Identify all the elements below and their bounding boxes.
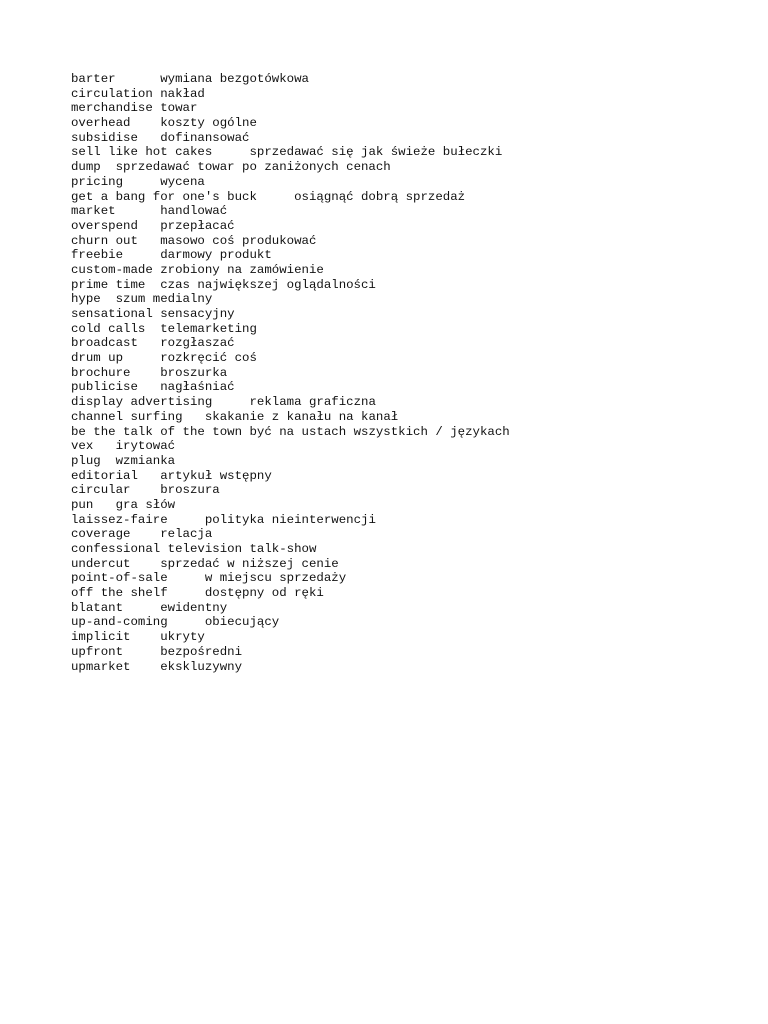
entry-separator xyxy=(168,586,205,600)
entry-separator xyxy=(101,292,116,306)
entry-translation: gra słów xyxy=(115,497,176,512)
entry-translation: telemarketing xyxy=(160,321,257,336)
list-item xyxy=(71,527,510,542)
entry-translation: relacja xyxy=(160,527,213,542)
entry-translation: wymiana bezgotówkowa xyxy=(160,72,309,86)
entry-term: freebie xyxy=(71,248,124,263)
entry-term: be the talk of the town xyxy=(71,424,243,439)
list-item xyxy=(71,513,510,528)
vocabulary-list xyxy=(71,72,510,674)
list-item xyxy=(71,278,510,293)
entry-separator xyxy=(123,351,160,365)
entry-translation: sprzedawać się jak świeże bułeczki xyxy=(249,145,503,160)
entry-separator xyxy=(131,557,161,571)
entry-term: cold calls xyxy=(71,321,146,336)
list-item xyxy=(71,131,510,146)
list-item xyxy=(71,425,510,440)
entry-separator xyxy=(212,145,249,159)
entry-separator xyxy=(168,571,205,585)
entry-separator xyxy=(145,322,160,336)
list-item xyxy=(71,586,510,601)
entry-separator xyxy=(116,72,161,86)
entry-translation: rozgłaszać xyxy=(160,336,235,351)
entry-translation: broszura xyxy=(160,483,220,498)
entry-term: get a bang for one's buck xyxy=(71,189,257,204)
entry-term: blatant xyxy=(71,600,124,615)
list-item xyxy=(71,145,510,160)
entry-translation: ekskluzywny xyxy=(160,659,243,674)
list-item xyxy=(71,483,510,498)
list-item xyxy=(71,630,510,645)
list-item xyxy=(71,380,510,395)
entry-separator xyxy=(212,395,249,409)
entry-term: off the shelf xyxy=(71,586,168,601)
entry-translation: polityka nieinterwencji xyxy=(204,512,376,527)
entry-term: upfront xyxy=(71,644,124,659)
entry-translation: skakanie z kanału na kanał xyxy=(204,409,399,424)
list-item xyxy=(71,322,510,337)
entry-term: upmarket xyxy=(71,659,131,674)
list-item xyxy=(71,336,510,351)
entry-separator xyxy=(138,336,160,350)
entry-separator xyxy=(101,160,116,174)
list-item xyxy=(71,87,510,102)
entry-term: subsidise xyxy=(71,130,138,145)
entry-translation: dofinansować xyxy=(160,130,250,145)
entry-separator xyxy=(138,131,160,145)
list-item xyxy=(71,498,510,513)
list-item xyxy=(71,571,510,586)
entry-separator xyxy=(93,498,115,512)
list-item xyxy=(71,116,510,131)
entry-term: prime time xyxy=(71,277,146,292)
entry-separator xyxy=(131,660,161,674)
entry-translation: artykuł wstępny xyxy=(160,468,272,483)
list-item xyxy=(71,557,510,572)
list-item xyxy=(71,190,510,205)
entry-term: undercut xyxy=(71,556,131,571)
list-item xyxy=(71,351,510,366)
list-item xyxy=(71,101,510,116)
list-item xyxy=(71,410,510,425)
entry-translation: szum medialny xyxy=(115,292,213,307)
list-item xyxy=(71,307,510,322)
list-item xyxy=(71,645,510,660)
entry-term: confessional television xyxy=(71,542,243,556)
entry-translation: bezpośredni xyxy=(160,644,243,659)
entry-separator xyxy=(123,175,160,189)
list-item xyxy=(71,601,510,616)
list-item xyxy=(71,204,510,219)
entry-translation: ukryty xyxy=(160,630,205,645)
entry-separator xyxy=(131,483,161,497)
entry-translation: talk-show xyxy=(249,542,317,556)
entry-term: drum up xyxy=(71,351,124,366)
list-item xyxy=(71,72,510,87)
entry-term: publicise xyxy=(71,380,138,395)
entry-term: implicit xyxy=(71,630,131,645)
list-item xyxy=(71,234,510,249)
entry-separator xyxy=(138,380,160,394)
entry-term: plug xyxy=(71,453,101,468)
entry-term: circulation xyxy=(71,86,153,101)
entry-translation: sprzedawać towar po zaniżonych cenach xyxy=(115,160,391,175)
list-item xyxy=(71,395,510,410)
entry-term: sell like hot cakes xyxy=(71,145,213,160)
entry-separator xyxy=(101,454,116,468)
entry-translation: irytować xyxy=(115,439,176,454)
entry-translation: nagłaśniać xyxy=(160,380,235,395)
entry-translation: nakład xyxy=(160,86,205,101)
entry-separator xyxy=(93,439,115,453)
list-item xyxy=(71,660,510,675)
list-item xyxy=(71,263,510,278)
entry-term: overspend xyxy=(71,218,138,233)
entry-translation: ewidentny xyxy=(160,600,228,615)
entry-term: editorial xyxy=(71,468,138,483)
entry-separator xyxy=(145,278,160,292)
entry-term: hype xyxy=(71,292,101,307)
entry-translation: handlować xyxy=(160,204,228,219)
entry-separator xyxy=(138,469,160,483)
entry-separator xyxy=(123,601,160,615)
entry-term: point-of-sale xyxy=(71,571,168,586)
entry-separator xyxy=(131,366,161,380)
entry-term: custom-made xyxy=(71,262,153,277)
entry-term: merchandise xyxy=(71,101,153,116)
entry-translation: osiągnąć dobrą sprzedaż xyxy=(294,189,466,204)
entry-term: barter xyxy=(71,72,116,86)
list-item xyxy=(71,175,510,190)
list-item xyxy=(71,366,510,381)
entry-separator xyxy=(116,204,161,218)
entry-separator xyxy=(123,645,160,659)
entry-term: vex xyxy=(71,439,94,454)
entry-translation: masowo coś produkować xyxy=(160,233,317,248)
entry-translation: zrobiony na zamówienie xyxy=(160,262,324,277)
entry-translation: dostępny od ręki xyxy=(204,586,324,601)
entry-translation: wycena xyxy=(160,174,205,189)
entry-term: churn out xyxy=(71,233,138,248)
entry-translation: czas największej oglądalności xyxy=(160,277,376,292)
entry-separator xyxy=(131,630,161,644)
entry-term: circular xyxy=(71,483,131,498)
list-item xyxy=(71,615,510,630)
list-item xyxy=(71,219,510,234)
entry-translation: sensacyjny xyxy=(160,307,235,321)
entry-separator xyxy=(257,190,294,204)
entry-term: display advertising xyxy=(71,395,213,410)
entry-translation: być na ustach wszystkich / językach xyxy=(249,424,510,439)
entry-separator xyxy=(138,219,160,233)
entry-translation: przepłacać xyxy=(160,218,235,233)
entry-translation: darmowy produkt xyxy=(160,248,272,263)
entry-separator xyxy=(183,410,205,424)
entry-term: market xyxy=(71,204,116,219)
entry-term: sensational xyxy=(71,307,153,321)
entry-translation: broszurka xyxy=(160,365,228,380)
entry-term: laissez-faire xyxy=(71,512,168,527)
entry-translation: reklama graficzna xyxy=(249,395,376,410)
list-item xyxy=(71,542,510,557)
entry-translation: sprzedać w niższej cenie xyxy=(160,556,339,571)
entry-term: overhead xyxy=(71,116,131,131)
entry-translation: obiecujący xyxy=(204,615,280,630)
list-item xyxy=(71,248,510,263)
entry-term: broadcast xyxy=(71,336,138,351)
entry-term: coverage xyxy=(71,527,131,542)
entry-separator xyxy=(131,527,161,541)
entry-separator xyxy=(138,234,160,248)
list-item xyxy=(71,160,510,175)
list-item xyxy=(71,292,510,307)
entry-translation: rozkręcić coś xyxy=(160,351,257,366)
entry-translation: wzmianka xyxy=(115,453,176,468)
entry-separator xyxy=(131,116,161,130)
entry-term: pun xyxy=(71,497,94,512)
entry-term: pricing xyxy=(71,174,124,189)
entry-translation: koszty ogólne xyxy=(160,116,257,131)
entry-translation: towar xyxy=(160,101,198,116)
entry-translation: w miejscu sprzedaży xyxy=(204,571,347,586)
entry-term: up-and-coming xyxy=(71,615,168,630)
entry-term: brochure xyxy=(71,365,131,380)
list-item xyxy=(71,469,510,484)
entry-term: dump xyxy=(71,160,101,175)
entry-separator xyxy=(123,248,160,262)
entry-separator xyxy=(168,513,205,527)
entry-separator xyxy=(168,615,205,629)
list-item xyxy=(71,439,510,454)
entry-term: channel surfing xyxy=(71,409,183,424)
list-item xyxy=(71,454,510,469)
